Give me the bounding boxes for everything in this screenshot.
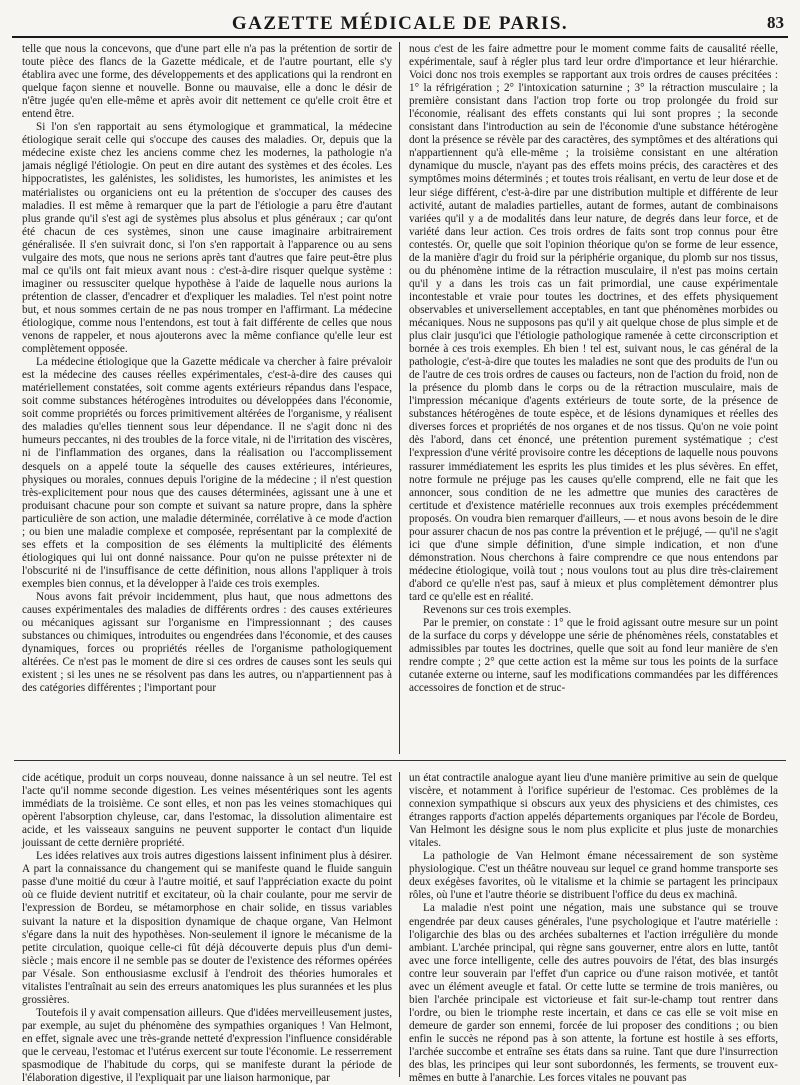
bottom-right-column: [409, 772, 778, 1085]
page-header: [12, 10, 788, 38]
paragraph: un état contractile analogue ayant lieu d'une manière primitive au sein de quelque viscère, et notamment à l'orifice supérieur de l'estomac. Ces problèmes de la connexion sympathique si obscurs aux yeux des physiciens et des chimistes, ces étranges rapports d'action appelés départements organiques par l'école de Bordeu, Van Helmont les désigne sous le nom plus explicite et plus juste de monarchies vitales.: [409, 772, 778, 850]
paragraph: La pathologie de Van Helmont émane nécessairement de son système physiologique. C'est un théâtre nouveau sur lequel ce grand homme transporte ses deux exégèses favorites, où le vitalisme et la chimie se partagent les principaux rôles, où l'une et l'autre théorie se distribuent l'office du deus ex machinâ.: [409, 850, 778, 902]
paragraph: Si l'on s'en rapportait au sens étymologique et grammatical, la médecine étiologique serait celle qui s'occupe des causes des maladies. Or, depuis que la médecine existe chez les anciens comme chez les modernes, la pathologie n'a jamais négligé l'étiologie. On peut en dire autant des systèmes et des écoles. Les hippocratistes, les galénistes, les solidistes, les humoristes, les animistes et les matérialistes ou organiciens ont eu la prétention de s'occuper des causes des maladies. Il est même à remarquer que la part de l'étiologie a paru être d'autant plus grande qu'il s'est agi de systèmes plus absolus et plus généraux ; car qu'ont été chacun de ces systèmes, sinon une cause imaginaire arbitrairement généralisée. Il s'en suivrait donc, si l'on s'en rapportait à l'apparence ou au sens vulgaire des mots, que nous ne serions après tant d'autres que faire peut-être plus mal ce qu'ils ont fait mieux avant nous : c'est-à-dire risquer quelque système : imaginer ou ressusciter quelque hypothèse à l'aide de laquelle nous aurions la prétention de classer, d'encadrer et d'expliquer les maladies. Tel n'est point notre but, et nous sommes certain de ne pas nous tromper en l'affirmant. La médecine étiologique, comme nous l'entendons, est tout à fait différente de celles que nous venons de rappeler, et nous ajouterons avec la même confiance qu'elle leur est complètement opposée.: [22, 121, 392, 356]
paragraph: Toutefois il y avait compensation ailleurs. Que d'idées merveilleusement justes, par exemple, au sujet du phénomène des sympathies organiques ! Van Helmont, en effet, signale avec une très-grande netteté d'expression l'influence considérable que le cerveau, l'estomac et l'utérus exercent sur toute l'économie. Le resserrement spasmodique de l'habitude du corps, qui se manifeste durant la période de l'élaboration digestive, il l'expliquait par une liaison harmonique, par: [22, 1006, 392, 1085]
paragraph: telle que nous la concevons, que d'une part elle n'a pas la prétention de sortir de toute pièce des flancs de la Gazette médicale, et de l'autre pourtant, elle s'y établira avec une forme, des développements et des applications qui la rendront en quelque façon sienne et nouvelle. Bonne ou mauvaise, elle a donc le désir de n'être jugée qu'en elle-même et après avoir dit nettement ce qu'elle croit être et entend être.: [22, 43, 392, 121]
paragraph: La maladie n'est point une négation, mais une substance qui se trouve engendrée par deux causes générales, l'une psychologique et l'autre matérielle : l'oligarchie des blas ou des archées subalternes et l'action irrégulière du monde ambiant. L'archée principal, qui règne sans gouverner, entre alors en lutte, tantôt avec une force intelligente, celle des autres pouvoirs de l'état, des blas insurgés contre leur souverain par l'effet d'un caprice ou d'une raison motivée, et tantôt avec un élément aveugle et fatal. Or cette lutte se termine de trois manières, ou bien l'archée principale est victorieuse et fait sur-le-champ tout rentrer dans l'ordre, ou bien le triomphe reste incertain, et dans ce cas elle se voit mise en demeure de garder son ennemi, forcée de lui proposer des conditions ; ou bien enfin le succès ne répond pas à son attente, la fortune est hostile à ses efforts, l'archée succombe et entraîne ses états dans sa ruine. Tant que dure l'insurrection des blas, les principes qui leur sont subordonnés, les ferments, se trouvent eux-mêmes en butte à l'anarchie. Les forces vitales ne pouvant pas: [409, 902, 778, 1085]
paragraph: Nous avons fait prévoir incidemment, plus haut, que nous admettons des causes expérimentales des maladies de différents ordres : des causes extérieures ou mécaniques agissant sur l'organisme en l'impressionnant ; des causes substances ou chimiques, introduites ou engendrées dans l'économie, et des causes dynamiques, forces ou propriétés réelles de l'organisme pathologiquement altérées. Ce n'est pas le moment de dire si ces ordres de causes sont les seuls qui existent ; si les unes ne se résolvent pas dans les autres, ou n'appartiennent pas à des catégories différentes ; l'important pour: [22, 590, 392, 695]
column-divider-top: [399, 42, 400, 754]
column-divider-bottom: [399, 772, 400, 1077]
paragraph: Par le premier, on constate : 1° que le froid agissant outre mesure sur un point de la surface du corps y développe une série de phénomènes réels, constatables et admissibles par toutes les doctrines, quelle que soit au fond leur manière de s'en rendre compte ; 2° que cette action est la même sur tous les points de la surface cutanée externe ou interne, sauf les modifications commandées par les différences accessoires de fonction et de struc-: [409, 617, 778, 695]
journal-title: GAZETTE MÉDICALE DE PARIS.: [231, 13, 569, 34]
paragraph: nous c'est de les faire admettre pour le moment comme faits de causalité réelle, expérimentale, sauf à régler plus tard leur ordre d'importance et leur hiérarchie. Voici donc nos trois exemples se rapportant aux trois ordres de causes précitées : 1° la réfrigération ; 2° l'intoxication saturnine ; 3° la rétraction musculaire ; la première consistant dans l'action trop forte ou trop prolongée du froid sur l'économie, réalisant des effets constants qui lui sont propres ; la seconde consistant dans l'introduction au sein de l'économie d'une substance hétérogène dont la présence se révèle par des caractères, des symptômes et des altérations qui n'appartiennent qu'à elle-même ; la troisième consistant en une altération dynamique du muscle, n'ayant pas des effets moins précis, des caractères et des symptômes moins déterminés ; et toutes trois réalisant, en vertu de leur dose et de leur siége différent, c'est-à-dire par une distribution multiple et différente de leur activité, autant de maladies partielles, autant de formes, autant de combinaisons variées qu'il y a de modalités dans leur nature, de degrés dans leur force, et de variété dans leur action. Ces trois ordres de faits sont trop connus pour être contestés. Or, quelle que soit l'opinion théorique qu'on se forme de leur essence, de la manière d'agir du froid sur la périphérie organique, du plomb sur nos tissus, ou du phénomène intime de la rétraction musculaire, il n'est pas moins certain qu'il y a dans les trois cas un fait primordial, une cause expérimentale incontestable et vraie pour toutes les doctrines, et des effets physiquement observables et universellement acceptables, en tant que phénomènes morbides ou mécaniques. Nous ne supposons pas qu'il y ait quelque chose de plus simple et de plus clair jusqu'ici que l'étiologie pathologique ramenée à cette circonscription et bornée à ces trois exemples. Eh bien ! tel est, suivant nous, le cas général de la pathologie, c'est-à-dire que toutes les maladies ne sont que des produits de l'un ou de l'autre de ces trois ordres de causes ou facteurs, non de l'action du froid, non de la présence du plomb dans le corps ou de la rétraction musculaire, mais de l'impression mécanique d'agents extérieurs de toute sorte, de la présence de substances hétérogènes de toute espèce, et de lésions dynamiques et réelles des diverses forces et propriétés de nos organes et de nos tissus. Qu'on ne voie point dès l'abord, dans cet énoncé, une prétention purement systématique ; c'est l'expression d'une vérité provisoire contre les déceptions de laquelle nous pouvons rassurer immédiatement les esprits les plus timides et les plus sévères. En effet, notre formule ne préjuge pas les causes qu'elle comprend, elle ne fait que les annoncer, sous condition de ne les admettre que munies des caractères de certitude et d'existence matérielle reconnues aux trois exemples précédemment proposés. On voudra bien remarquer d'ailleurs, — et nous avons besoin de le dire pour assurer chacun de nos pas contre la prévention et le préjugé, — qu'il ne s'agit ici que d'une simple définition, d'une simple indication, et non d'une démonstration. Nous cherchons à faire comprendre ce que nous entendons par médecine étiologique, voilà tout ; nous voulons tout au plus dire très-clairement d'abord ce qu'elle n'est pas, sauf à mieux et plus complètement démontrer plus tard ce qu'elle est en réalité.: [409, 43, 778, 603]
paragraph: La médecine étiologique que la Gazette médicale va chercher à faire prévaloir est la médecine des causes réelles expérimentales, c'est-à-dire des causes qui matériellement constatées, soit comme agents extérieurs répandus dans l'espace, soit comme substances hétérogènes introduites ou développées dans l'économie, soit comme propriétés ou forces primitivement altérées de l'organisme, y réalisent des maladies qu'elles tiennent sous leur dépendance. Il ne s'agit donc ni des humeurs peccantes, ni des troubles de la force vitale, ni de l'irritation des viscères, ni de l'inflammation des organes, dans la réalisation ou l'accomplissement desquels on a appelé toute la séquelle des causes extérieures, intérieures, physiques ou morales, connues depuis l'origine de la médecine ; il n'est question très-explicitement pour nous que des causes déterminées, agissant une à une et produisant chacune pour son compte et suivant sa nature propre, dans la sphère particulière de son action, une maladie déterminée, corrélative à ce mode d'action ; ou bien une maladie complexe et composée, représentant par la complexité de ses effets et la composition de ses éléments la multiplicité des éléments étiologiques qui lui ont donné naissance. Pour qu'on ne puisse prétexter ni de l'obscurité ni de l'insuffisance de cette définition, nous allons l'appliquer à trois exemples bien connus, et la développer à l'aide ces trois exemples.: [22, 356, 392, 590]
bottom-left-column: [22, 772, 392, 1085]
top-left-column: [22, 43, 392, 753]
paragraph: cide acétique, produit un corps nouveau, donne naissance à un sel neutre. Tel est l'acte qu'il nomme seconde digestion. Les veines mésentériques sont les agents immédiats de la troisième. Ce sont elles, et non pas les veines stomachiques qui opèrent l'absorption chyleuse, car, dans l'estomac, la dissolution alimentaire est acide, et les vaisseaux sanguins ne peuvent supporter le contact d'un liquide jouissant de cette dernière propriété.: [22, 772, 392, 850]
paragraph: Revenons sur ces trois exemples.: [423, 604, 572, 617]
section-divider: [14, 760, 786, 761]
paragraph: Les idées relatives aux trois autres digestions laissent infiniment plus à désirer. A part la connaissance du changement qui se manifeste quand le fluide sanguin passe d'une moitié du cœur à l'autre moitié, et sauf l'appréciation exacte du point où ce fluide devient nutritif et excitateur, où la chair coulante, pour me servir de l'expression de Bordeu, se métamorphose en chair solide, en tissus variables suivant la nature et la disposition dynamique de chaque organe, Van Helmont s'égare dans la nuit des hypothèses. Non-seulement il ignore le mécanisme de la petite circulation, quoique celle-ci fût déjà découverte depuis plus d'un demi-siècle ; mais encore il ne semble pas se douter de l'existence des réformes opérées par Vésale. Son enthousiasme exclusif à l'endroit des théories humorales et vitalistes l'entraînait au sein des erreurs anatomiques les plus surannées et les plus grossières.: [22, 850, 392, 1006]
page-number: 83: [767, 13, 784, 32]
top-right-column: [409, 43, 778, 753]
